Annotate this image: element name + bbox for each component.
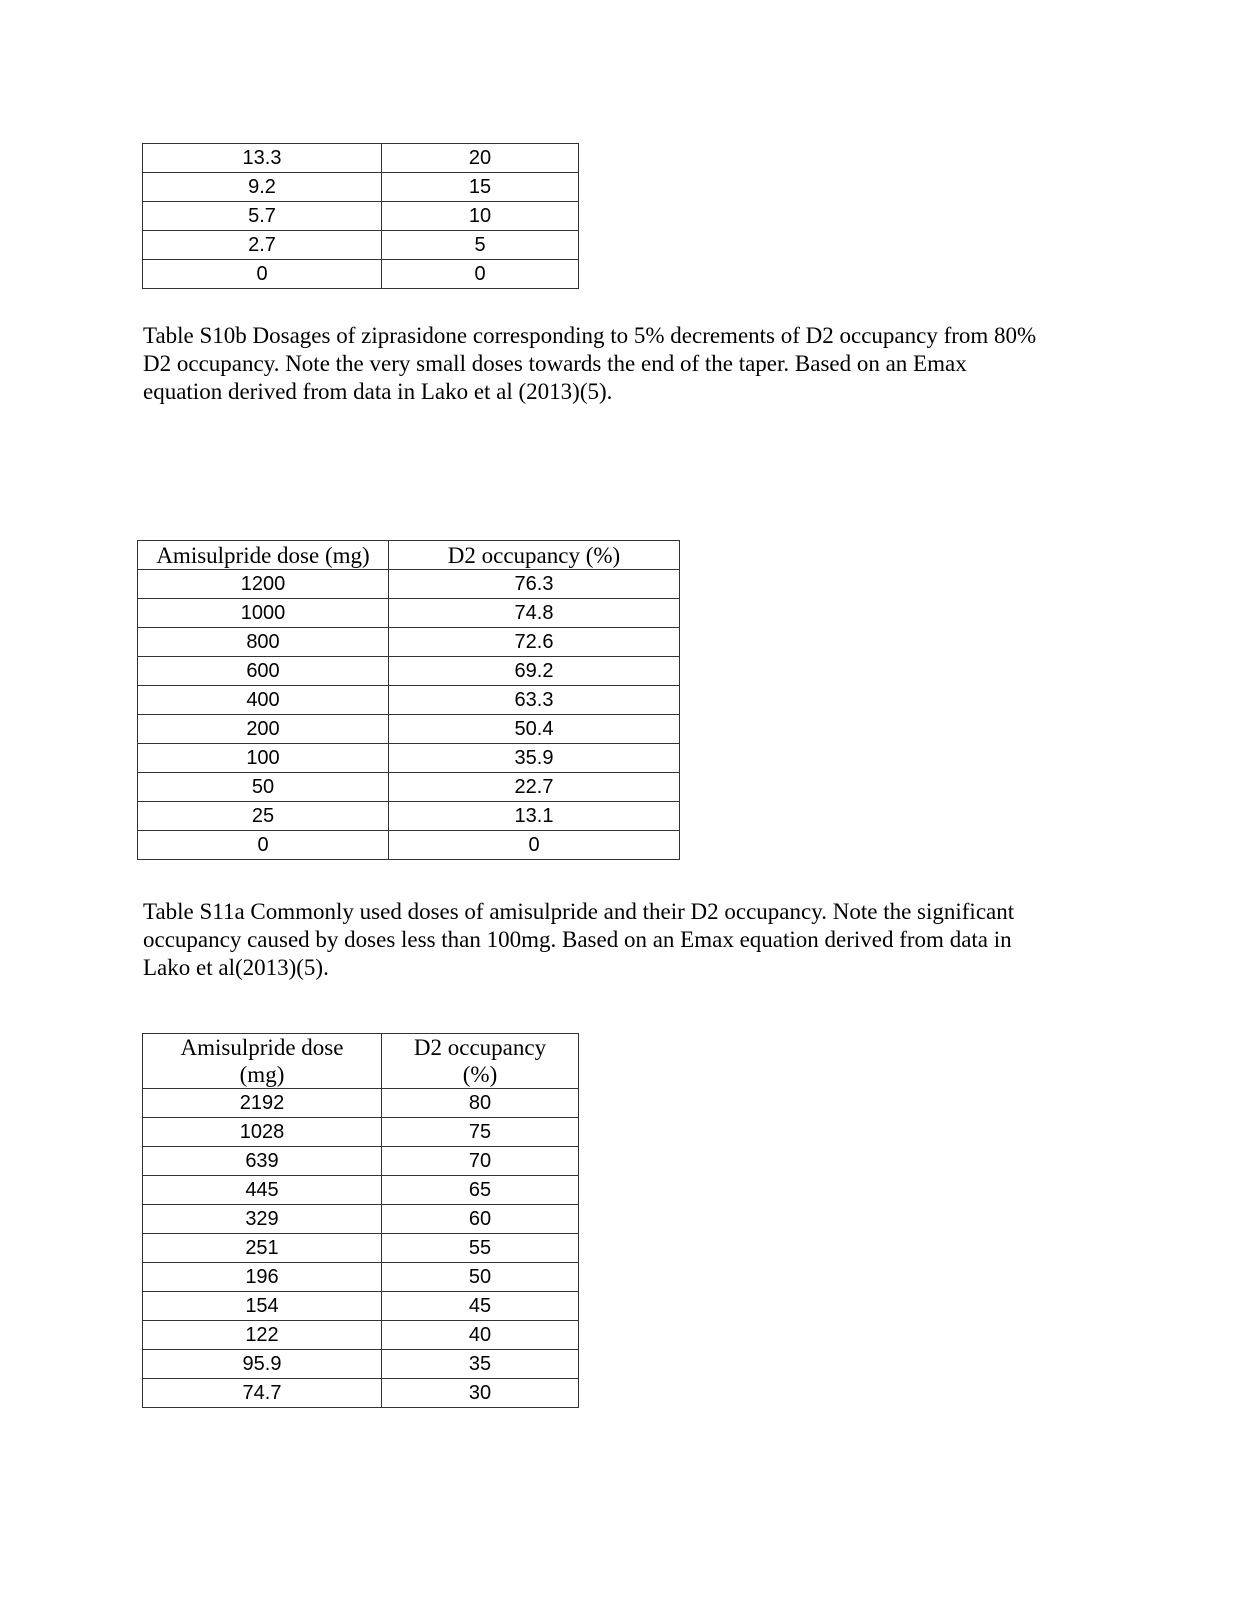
table-cell: 40 bbox=[382, 1321, 579, 1350]
table-cell: 72.6 bbox=[389, 628, 680, 657]
table-cell: 95.9 bbox=[143, 1350, 382, 1379]
table-row bbox=[143, 1350, 579, 1379]
table-cell: 50 bbox=[138, 773, 389, 802]
table-cell: 2192 bbox=[143, 1089, 382, 1118]
table-row bbox=[143, 1118, 579, 1147]
table-cell: 5 bbox=[382, 231, 579, 260]
table-s11a-caption bbox=[143, 898, 1014, 982]
table-cell: 20 bbox=[382, 144, 579, 173]
column-header bbox=[143, 1034, 382, 1089]
table-row bbox=[143, 1321, 579, 1350]
table-row bbox=[138, 599, 680, 628]
table-cell: 800 bbox=[138, 628, 389, 657]
table-cell: 400 bbox=[138, 686, 389, 715]
table-row bbox=[143, 1234, 579, 1263]
caption-line: occupancy caused by doses less than 100mg. Based on an Emax equation derived from data in bbox=[143, 927, 1012, 952]
table-row bbox=[138, 715, 680, 744]
table-cell: 251 bbox=[143, 1234, 382, 1263]
table-row bbox=[143, 1292, 579, 1321]
table-s10b-caption bbox=[143, 322, 1036, 406]
table-row bbox=[138, 628, 680, 657]
table-cell: 1200 bbox=[138, 570, 389, 599]
table-cell: 74.8 bbox=[389, 599, 680, 628]
caption-line: equation derived from data in Lako et al (2013)(5). bbox=[143, 379, 613, 404]
table-cell: 196 bbox=[143, 1263, 382, 1292]
table-cell: 9.2 bbox=[143, 173, 382, 202]
table-cell: 5.7 bbox=[143, 202, 382, 231]
table-row bbox=[143, 260, 579, 289]
table-cell: 329 bbox=[143, 1205, 382, 1234]
table-cell: 10 bbox=[382, 202, 579, 231]
table-cell: 45 bbox=[382, 1292, 579, 1321]
table-cell: 1028 bbox=[143, 1118, 382, 1147]
table-cell: 30 bbox=[382, 1379, 579, 1408]
column-header-line: Amisulpride dose bbox=[180, 1035, 344, 1060]
table-header-row bbox=[138, 541, 680, 570]
table-row bbox=[143, 1176, 579, 1205]
table-cell: 0 bbox=[389, 831, 680, 860]
table-cell: 76.3 bbox=[389, 570, 680, 599]
table-cell: 154 bbox=[143, 1292, 382, 1321]
column-header-line: (mg) bbox=[239, 1062, 285, 1087]
table-cell: 600 bbox=[138, 657, 389, 686]
table-cell: 50 bbox=[382, 1263, 579, 1292]
table-cell: 74.7 bbox=[143, 1379, 382, 1408]
amisulpride-taper-table bbox=[142, 1033, 579, 1408]
table-row bbox=[138, 570, 680, 599]
table-cell: 35.9 bbox=[389, 744, 680, 773]
table-row bbox=[143, 1263, 579, 1292]
table-cell: 0 bbox=[382, 260, 579, 289]
table-cell: 65 bbox=[382, 1176, 579, 1205]
table-cell: 639 bbox=[143, 1147, 382, 1176]
table-cell: 63.3 bbox=[389, 686, 680, 715]
table-row bbox=[138, 686, 680, 715]
table-row bbox=[143, 1379, 579, 1408]
table-cell: 55 bbox=[382, 1234, 579, 1263]
ziprasidone-dose-table bbox=[142, 143, 579, 289]
column-header-line: D2 occupancy bbox=[413, 1035, 547, 1060]
table-row bbox=[143, 1089, 579, 1118]
caption-line: D2 occupancy. Note the very small doses towards the end of the taper. Based on an Emax bbox=[143, 351, 967, 376]
table-row bbox=[143, 173, 579, 202]
caption-line: Table S11a Commonly used doses of amisulpride and their D2 occupancy. Note the significant bbox=[143, 899, 1015, 924]
table-cell: 2.7 bbox=[143, 231, 382, 260]
table-row bbox=[143, 202, 579, 231]
table-row bbox=[138, 802, 680, 831]
table-cell: 60 bbox=[382, 1205, 579, 1234]
table-cell: 0 bbox=[143, 260, 382, 289]
column-header-line: (%) bbox=[462, 1062, 498, 1087]
table-cell: 100 bbox=[138, 744, 389, 773]
table-row bbox=[138, 657, 680, 686]
table-cell: 15 bbox=[382, 173, 579, 202]
table-cell: 50.4 bbox=[389, 715, 680, 744]
table-row bbox=[138, 831, 680, 860]
table-cell: 200 bbox=[138, 715, 389, 744]
table-cell: 22.7 bbox=[389, 773, 680, 802]
table-cell: 1000 bbox=[138, 599, 389, 628]
amisulpride-occupancy-table bbox=[137, 540, 680, 860]
table-cell: 80 bbox=[382, 1089, 579, 1118]
table-cell: 13.1 bbox=[389, 802, 680, 831]
table-row bbox=[143, 231, 579, 260]
caption-line: Lako et al(2013)(5). bbox=[143, 955, 329, 980]
column-header: Amisulpride dose (mg) bbox=[138, 541, 389, 570]
table-row bbox=[143, 1205, 579, 1234]
table-cell: 69.2 bbox=[389, 657, 680, 686]
table-cell: 75 bbox=[382, 1118, 579, 1147]
table-row bbox=[143, 144, 579, 173]
table-header-row bbox=[143, 1034, 579, 1089]
table-row bbox=[143, 1147, 579, 1176]
table-cell: 122 bbox=[143, 1321, 382, 1350]
caption-line: Table S10b Dosages of ziprasidone corresponding to 5% decrements of D2 occupancy from 80% bbox=[143, 323, 1037, 348]
table-row bbox=[138, 744, 680, 773]
table-cell: 13.3 bbox=[143, 144, 382, 173]
table-cell: 35 bbox=[382, 1350, 579, 1379]
table-row bbox=[138, 773, 680, 802]
table-cell: 445 bbox=[143, 1176, 382, 1205]
table-cell: 0 bbox=[138, 831, 389, 860]
column-header: D2 occupancy (%) bbox=[389, 541, 680, 570]
table-cell: 70 bbox=[382, 1147, 579, 1176]
table-cell: 25 bbox=[138, 802, 389, 831]
column-header bbox=[382, 1034, 579, 1089]
